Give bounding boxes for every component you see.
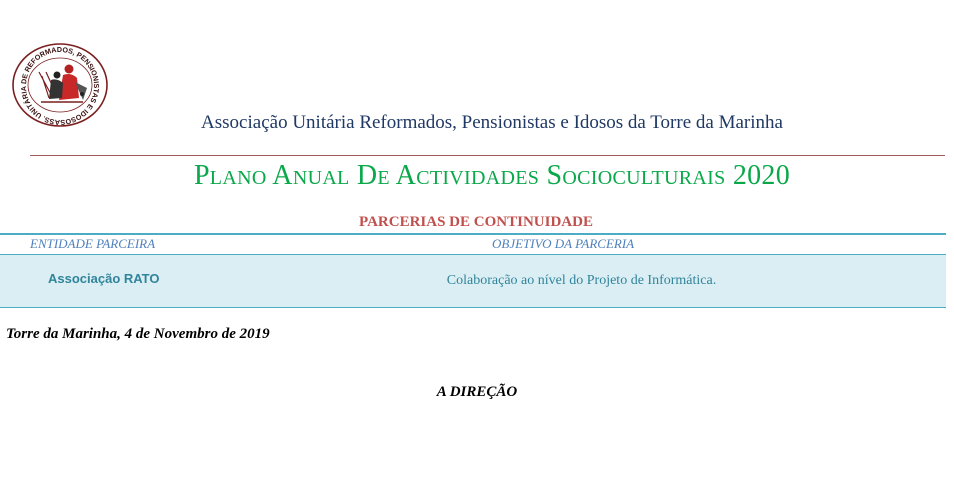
table-row <box>0 255 946 308</box>
partners-table <box>0 233 946 308</box>
column-header-objective: OBJETIVO DA PARCERIA <box>492 236 635 251</box>
partner-objective-cell: Colaboração ao nível do Projeto de Informática. <box>446 273 717 288</box>
organization-name: Associação Unitária Reformados, Pensionistas e Idosos da Torre da Marinha <box>201 112 783 133</box>
partner-entity-cell: Associação RATO <box>48 271 160 286</box>
header-divider <box>30 155 945 156</box>
logo-ring-text: ASS. UNITÁRIA DE REFORMADOS, PENSIONISTAS E IDOSOS <box>18 44 102 128</box>
place-date: Torre da Marinha, 4 de Novembro de 2019 <box>6 326 270 342</box>
signature-direction: A DIREÇÃO <box>436 384 518 400</box>
plan-title: Plano Anual De Actividades Socioculturais 2020 <box>193 160 791 191</box>
section-title: PARCERIAS DE CONTINUIDADE <box>359 214 593 230</box>
table-header-row <box>0 233 946 255</box>
column-header-entity: ENTIDADE PARCEIRA <box>30 236 156 251</box>
